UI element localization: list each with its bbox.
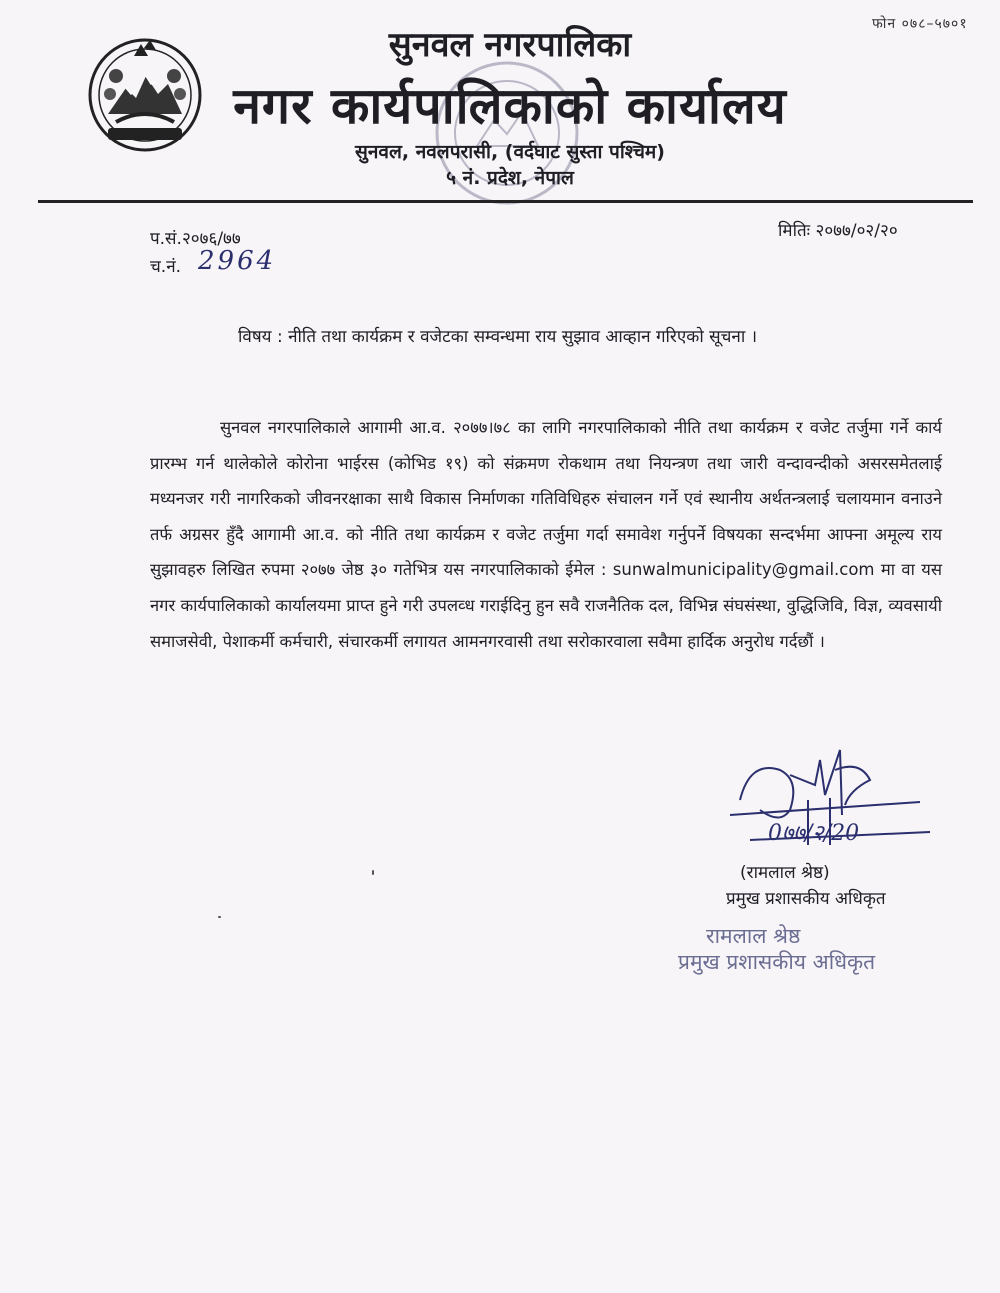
signatory-name: (रामलाल श्रेष्ठ) [740, 863, 830, 883]
notice-body [150, 410, 942, 659]
letter-date: मितिः २०७७/०२/२० [778, 221, 898, 241]
chalan-number: 2964 [198, 246, 277, 276]
signature-date: 0७७/२/20 [768, 821, 860, 846]
municipality-name: सुनवल नगरपालिका [388, 25, 632, 65]
paper-speck [372, 870, 374, 875]
officer-seal-name: रामलाल श्रेष्ठ [706, 924, 801, 948]
address-line-2: ५ नं. प्रदेश, नेपाल [446, 167, 574, 189]
signature-mark [720, 740, 940, 870]
address-line-1: सुनवल, नवलपरासी, (वर्दघाट सुस्ता पश्चिम) [355, 141, 665, 163]
signatory-title: प्रमुख प्रशासकीय अधिकृत [726, 889, 886, 909]
paper-speck [218, 916, 221, 918]
header-divider [38, 200, 973, 203]
office-name: नगर कार्यपालिकाको कार्यालय [233, 77, 787, 135]
reference-number: प.सं.२०७६/७७ [150, 229, 241, 249]
subject-line: विषय : नीति तथा कार्यक्रम र वजेटका सम्वन्धमा राय सुझाव आव्हान गरिएको सूचना । [238, 327, 758, 347]
chalan-label: च.नं. [150, 257, 182, 277]
body-paragraph: सुनवल नगरपालिकाले आगामी आ.व. २०७७।७८ का लागि नगरपालिकाको नीति तथा कार्यक्रम र वजेट तर्जुमा गर्ने कार्य प्रारम्भ गर्न थालेकोले कोरोना भाईरस (कोभिड १९) को संक्रमण रोकथाम तथा नियन्त्रण तथा जारी वन्दावन्दीको असरसमेतलाई मध्यनजर गरी नागरिकको जीवनरक्षाका साथै विकास निर्माणका गतिविधिहरु संचालन गर्ने एवं स्थानीय अर्थतन्त्रलाई चलायमान वनाउने तर्फ अग्रसर हुँदै आगामी आ.व. को नीति तथा कार्यक्रम र वजेट तर्जुमा गर्दा समावेश गर्नुपर्ने विषयका सन्दर्भमा आफ्ना अमूल्य राय सुझावहरु लिखित रुपमा २०७७ जेष्ठ ३० गतेभित्र यस नगरपालिकाको ईमेल : sunwalmunicipality@gmail.com मा वा यस नगर कार्यपालिकाको कार्यालयमा प्राप्त हुने गरी उपलव्ध गराईदिनु हुन सवै राजनैतिक दल, विभिन्न संघसंस्था, वुद्धिजिवि, विज्ञ, व्यवसायी समाजसेवी, पेशाकर्मी कर्मचारी, संचारकर्मी लगायत आमनगरवासी तथा सरोकारवाला सवैमा हार्दिक अनुरोध गर्दछौं । [150, 418, 942, 651]
phone-number: फोन ०७८–५७०१ [872, 16, 968, 32]
officer-seal-title: प्रमुख प्रशासकीय अधिकृत [678, 950, 876, 974]
